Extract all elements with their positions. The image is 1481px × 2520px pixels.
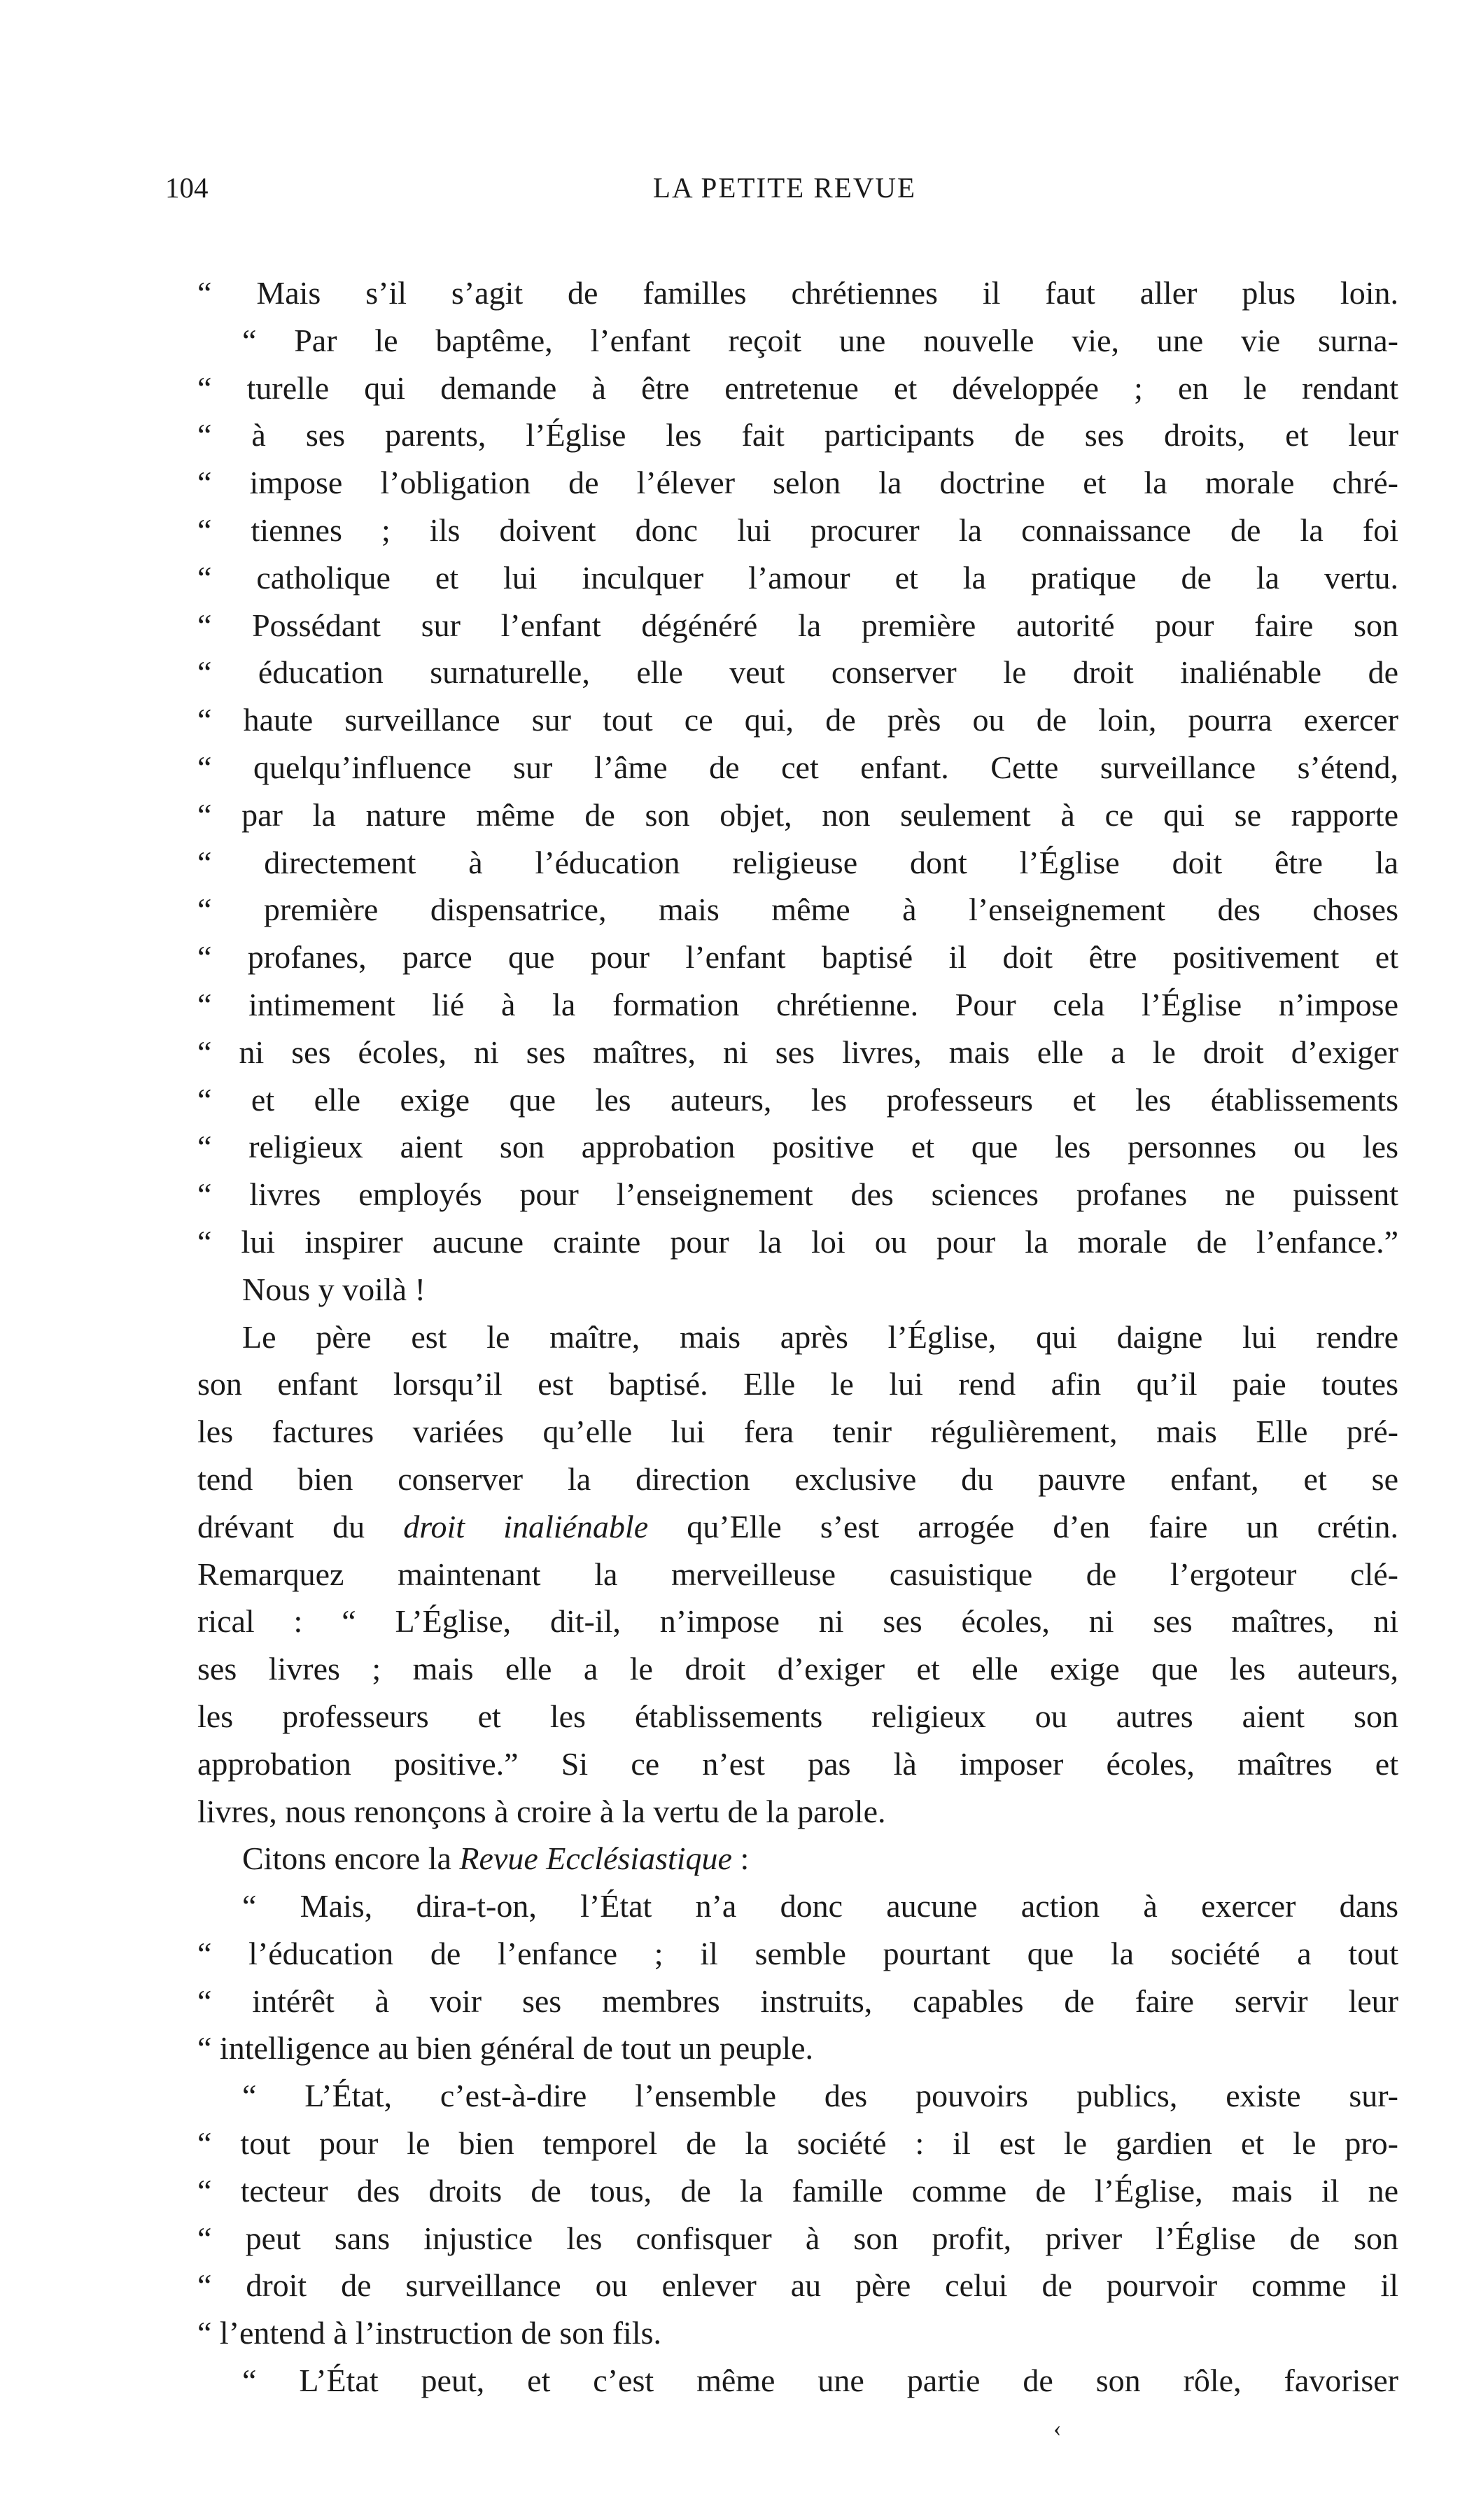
text-line: “ intimement lié à la formation chrétienne. Pour cela l’Église n’impose xyxy=(197,986,1398,1022)
text-line: “ catholique et lui inculquer l’amour et la pratique de la vertu. xyxy=(197,559,1398,596)
text-line: “ intérêt à voir ses membres instruits, capables de faire servir leur xyxy=(197,1983,1398,2019)
text-line: “ à ses parents, l’Église les fait participants de ses droits, et leur xyxy=(197,417,1398,453)
running-title: LA PETITE REVUE xyxy=(652,171,917,204)
text-line: “ L’État, c’est-à-dire l’ensemble des pouvoirs publics, existe sur- xyxy=(242,2078,1398,2114)
text-line: Remarquez maintenant la merveilleuse casuistique de l’ergoteur clé- xyxy=(197,1556,1398,1592)
text-line: “ peut sans injustice les confisquer à son profit, priver l’Église de son xyxy=(197,2220,1398,2256)
text-line: ses livres ; mais elle a le droit d’exiger et elle exige que les auteurs, xyxy=(197,1651,1398,1687)
text-line: “ quelqu’influence sur l’âme de cet enfant. Cette surveillance s’étend, xyxy=(197,749,1398,785)
footer-mark: ‹ xyxy=(1053,2416,1062,2442)
text-line: Nous y voilà ! xyxy=(242,1271,426,1307)
page-number: 104 xyxy=(165,171,209,204)
text-line: “ première dispensatrice, mais même à l’enseignement des choses xyxy=(197,892,1398,928)
text-line: Le père est le maître, mais après l’Église, qui daigne lui rendre xyxy=(242,1318,1398,1355)
text-line: “ l’éducation de l’enfance ; il semble pourtant que la société a tout xyxy=(197,1935,1398,1971)
text-line: les professeurs et les établissements religieux ou autres aient son xyxy=(197,1698,1398,1734)
text-line: “ livres employés pour l’enseignement des sciences profanes ne puissent xyxy=(197,1176,1398,1213)
text-line: drévant du droit inaliénable qu’Elle s’est arrogée d’en faire un crétin. xyxy=(197,1508,1398,1544)
text-line: “ turelle qui demande à être entretenue et développée ; en le rendant xyxy=(197,369,1398,406)
text-line: “ Par le baptême, l’enfant reçoit une nouvelle vie, une vie surna- xyxy=(242,322,1398,358)
text-line: “ profanes, parce que pour l’enfant baptisé il doit être positivement et xyxy=(197,939,1398,976)
text-line: “ Possédant sur l’enfant dégénéré la première autorité pour faire son xyxy=(197,607,1398,643)
text-line: tend bien conserver la direction exclusive du pauvre enfant, et se xyxy=(197,1460,1398,1497)
text-line: “ et elle exige que les auteurs, les professeurs et les établissements xyxy=(197,1081,1398,1118)
text-line: “ ni ses écoles, ni ses maîtres, ni ses livres, mais elle a le droit d’exiger xyxy=(197,1034,1398,1070)
text-line: “ haute surveillance sur tout ce qui, de près ou de loin, pourra exercer xyxy=(197,702,1398,738)
body-text xyxy=(197,269,1398,2405)
text-line: “ Mais, dira-t-on, l’État n’a donc aucune action à exercer dans xyxy=(242,1888,1398,1924)
italic-phrase: Revue Ecclésiastique xyxy=(459,1840,732,1877)
text-line: “ éducation surnaturelle, elle veut conserver le droit inaliénable de xyxy=(197,654,1398,691)
text-line: livres, nous renonçons à croire à la vertu de la parole. xyxy=(197,1793,886,1829)
text-line: “ Mais s’il s’agit de familles chrétiennes il faut aller plus loin. xyxy=(197,275,1398,311)
text-line: “ tout pour le bien temporel de la société : il est le gardien et le pro- xyxy=(197,2125,1398,2162)
text-line: “ l’entend à l’instruction de son fils. xyxy=(197,2315,662,2351)
text-line: “ droit de surveillance ou enlever au père celui de pourvoir comme il xyxy=(197,2267,1398,2304)
page-header xyxy=(165,167,1404,209)
text-line: rical : “ L’Église, dit-il, n’impose ni ses écoles, ni ses maîtres, ni xyxy=(197,1603,1398,1640)
text-line: approbation positive.” Si ce n’est pas là imposer écoles, maîtres et xyxy=(197,1745,1398,1782)
text-line: “ intelligence au bien général de tout un peuple. xyxy=(197,2030,814,2067)
text-line: “ lui inspirer aucune crainte pour la loi ou pour la morale de l’enfance.” xyxy=(197,1223,1398,1260)
text-line: “ par la nature même de son objet, non seulement à ce qui se rapporte xyxy=(197,796,1398,833)
text-line: “ religieux aient son approbation positive et que les personnes ou les xyxy=(197,1129,1398,1165)
text-line: Citons encore la Revue Ecclésiastique : xyxy=(242,1840,750,1877)
text-line: “ L’État peut, et c’est même une partie de son rôle, favoriser xyxy=(242,2363,1398,2399)
text-line: “ impose l’obligation de l’élever selon la doctrine et la morale chré- xyxy=(197,465,1398,501)
text-line: “ tiennes ; ils doivent donc lui procurer la connaissance de la foi xyxy=(197,512,1398,548)
text-line: “ tecteur des droits de tous, de la famille comme de l’Église, mais il ne xyxy=(197,2172,1398,2209)
italic-phrase: droit inaliénable xyxy=(403,1508,649,1544)
text-line: son enfant lorsqu’il est baptisé. Elle le lui rend afin qu’il paie toutes xyxy=(197,1366,1398,1402)
text-line: “ directement à l’éducation religieuse dont l’Église doit être la xyxy=(197,844,1398,880)
text-line: les factures variées qu’elle lui fera tenir régulièrement, mais Elle pré- xyxy=(197,1414,1398,1450)
